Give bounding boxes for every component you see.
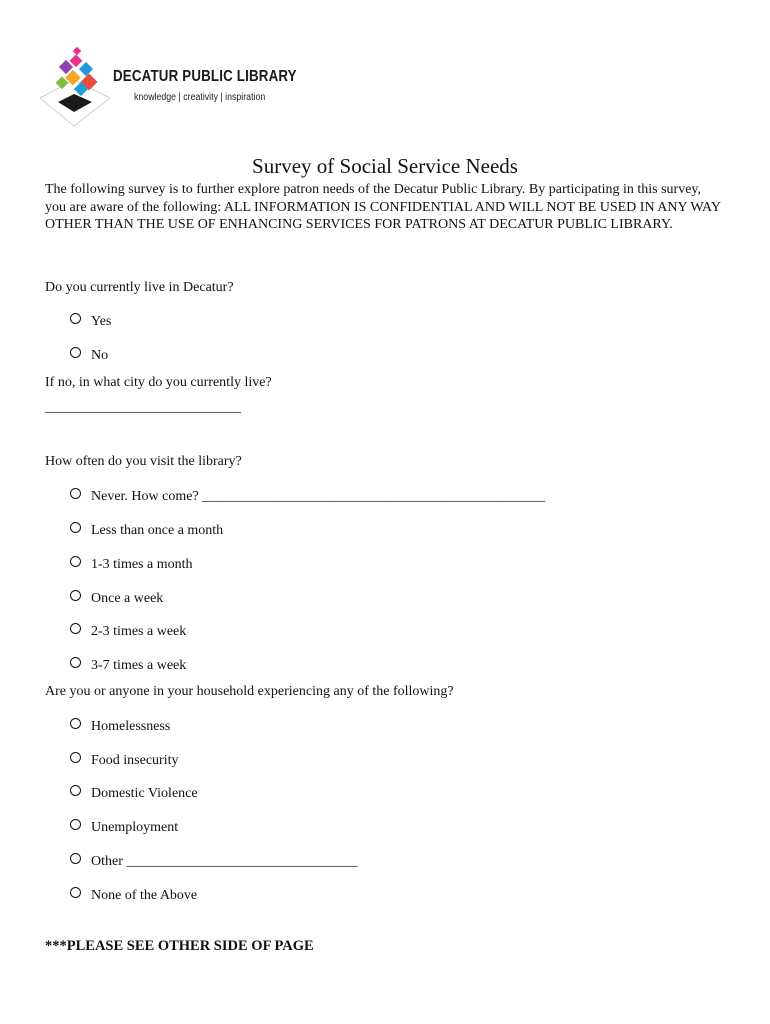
radio-icon[interactable]	[70, 819, 81, 830]
option-label: Once a week	[91, 591, 164, 606]
option-label: Food insecurity	[91, 753, 179, 768]
option-label: Domestic Violence	[91, 786, 198, 801]
radio-icon[interactable]	[70, 657, 81, 668]
option-label: Never. How come? _________________________________________________	[91, 489, 546, 504]
city-answer-line[interactable]: ____________________________	[45, 400, 241, 415]
option-label: Less than once a month	[91, 523, 224, 538]
radio-icon[interactable]	[70, 590, 81, 601]
option-1-3-monthly[interactable]	[70, 556, 193, 573]
option-yes[interactable]	[70, 313, 111, 330]
radio-icon[interactable]	[70, 718, 81, 729]
library-tagline: knowledge | creativity | inspiration	[134, 92, 266, 103]
radio-icon[interactable]	[70, 785, 81, 796]
survey-title: Survey of Social Service Needs	[252, 154, 518, 178]
option-label: Unemployment	[91, 820, 179, 835]
radio-icon[interactable]	[70, 887, 81, 898]
intro-text: The following survey is to further explore patron needs of the Decatur Public Library. By participating in this survey, you are aware of the following: ALL INFORMATION IS CONFIDENTIAL AND WILL NOT BE USED IN ANY WAY OTHER THAN THE USE OF ENHANCING SERVICES FOR PATRONS AT DECATUR PUBLIC LIBRARY.	[45, 182, 721, 232]
option-other[interactable]	[70, 853, 357, 870]
option-no[interactable]	[70, 347, 108, 364]
option-label: None of the Above	[91, 888, 198, 903]
question-household-experience: Are you or anyone in your household experiencing any of the following?	[45, 684, 454, 699]
option-label: 2-3 times a week	[91, 624, 187, 639]
option-domestic-violence[interactable]	[70, 785, 198, 802]
option-label: 1-3 times a month	[91, 557, 193, 572]
option-less-than-monthly[interactable]	[70, 522, 223, 539]
option-3-7-weekly[interactable]	[70, 657, 186, 674]
option-label: 3-7 times a week	[91, 658, 187, 673]
option-label: Homelessness	[91, 719, 171, 734]
radio-icon[interactable]	[70, 556, 81, 567]
radio-icon[interactable]	[70, 853, 81, 864]
option-none-of-the-above[interactable]	[70, 887, 197, 904]
option-label: No	[91, 348, 109, 363]
option-label: Yes	[91, 314, 112, 329]
radio-icon[interactable]	[70, 623, 81, 634]
option-never[interactable]	[70, 488, 545, 505]
option-2-3-weekly[interactable]	[70, 623, 186, 640]
radio-icon[interactable]	[70, 347, 81, 358]
question-live-in-decatur: Do you currently live in Decatur?	[45, 280, 234, 295]
question-visit-frequency: How often do you visit the library?	[45, 454, 242, 469]
radio-icon[interactable]	[70, 488, 81, 499]
radio-icon[interactable]	[70, 522, 81, 533]
footer-note: ***PLEASE SEE OTHER SIDE OF PAGE	[45, 938, 314, 954]
option-label: Other _________________________________	[91, 854, 358, 869]
option-unemployment[interactable]	[70, 819, 178, 836]
library-name: DECATUR PUBLIC LIBRARY	[113, 68, 297, 85]
option-food-insecurity[interactable]	[70, 752, 179, 769]
radio-icon[interactable]	[70, 313, 81, 324]
radio-icon[interactable]	[70, 752, 81, 763]
option-once-weekly[interactable]	[70, 590, 163, 607]
option-homelessness[interactable]	[70, 718, 170, 735]
question-city: If no, in what city do you currently live?	[45, 375, 272, 390]
